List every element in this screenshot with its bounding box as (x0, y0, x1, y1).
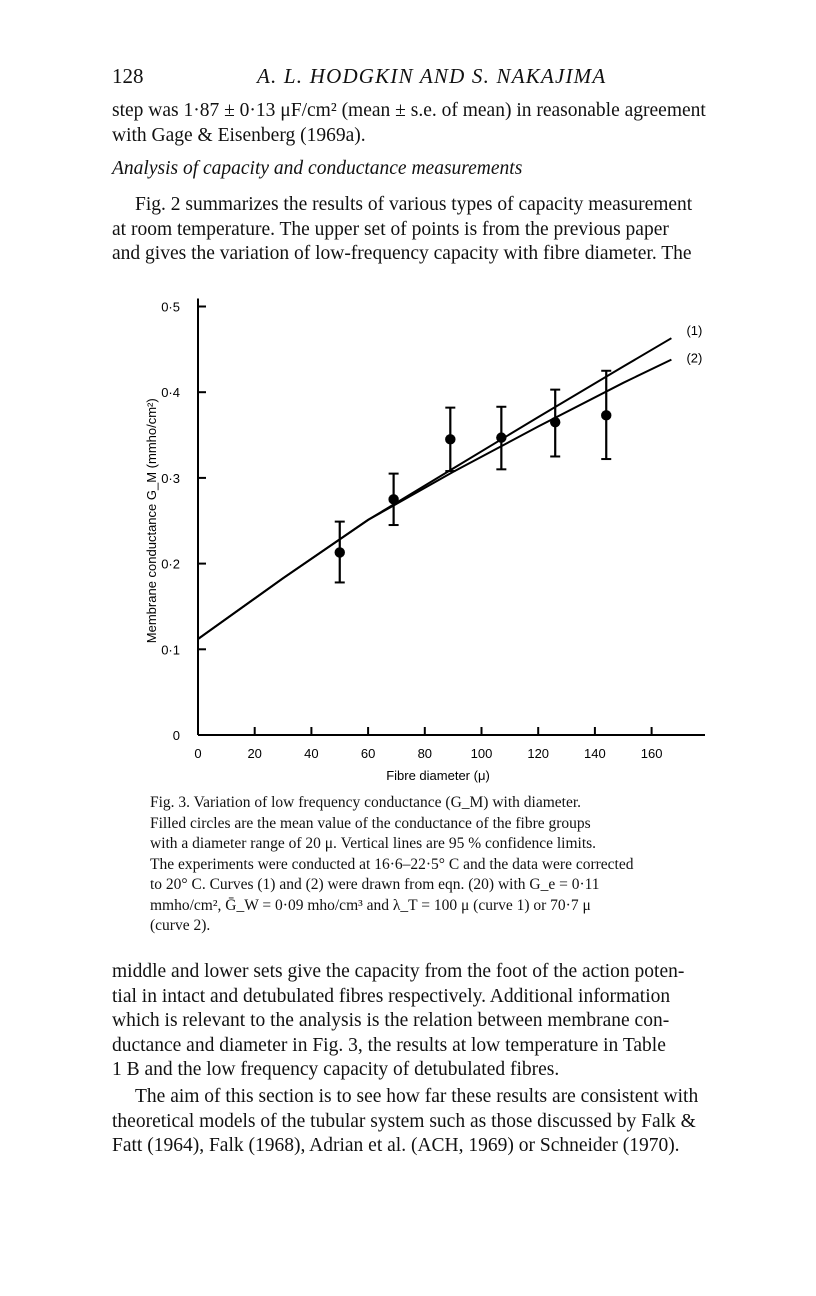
y-tick-label: 0·5 (161, 299, 180, 315)
chart-curves (198, 338, 671, 639)
text-line: middle and lower sets give the capacity from the foot of the action poten- (112, 961, 685, 982)
curve-label: (1) (686, 323, 703, 339)
curve-label: (2) (686, 350, 703, 366)
x-tick-label: 40 (304, 746, 319, 761)
text-line: ductance and diameter in Fig. 3, the results at low temperature in Table (112, 1034, 666, 1056)
caption-line: mmho/cm², Ḡ_W = 0·09 mho/cm³ and λ_T = 100 μ (curve 1) or 70·7 μ (150, 896, 591, 914)
data-point (335, 547, 345, 557)
x-tick-label: 80 (417, 746, 433, 761)
caption-line: Filled circles are the mean value of the conductance of the fibre groups (150, 814, 591, 832)
text-line: The aim of this section is to see how far these results are consistent with (135, 1086, 699, 1107)
paragraph-2 (112, 960, 784, 1083)
text-line: Fig. 2 summarizes the results of various types of capacity measurement (135, 194, 693, 215)
page-header (112, 64, 712, 94)
running-head: A. L. HODGKIN AND S. NAKAJIMA (257, 64, 607, 88)
x-tick-label: 20 (247, 746, 262, 761)
x-axis-label: Fibre diameter (μ) (386, 768, 490, 783)
x-tick-label: 60 (360, 746, 376, 761)
text-line: theoretical models of the tubular system such as those discussed by Falk & (112, 1110, 696, 1132)
caption-line: (curve 2). (150, 917, 211, 934)
data-point (445, 434, 455, 444)
data-point (601, 410, 611, 420)
caption-line: Fig. 3. Variation of low frequency conductance (G_M) with diameter. (150, 794, 582, 811)
page-number: 128 (112, 64, 144, 88)
chart-points (335, 371, 612, 583)
paragraph-3 (112, 1085, 784, 1159)
y-tick-label: 0 (172, 728, 180, 743)
figure-caption (150, 793, 752, 937)
text-line: step was 1·87 ± 0·13 μF/cm² (mean ± s.e. of mean) in reasonable agreement (112, 100, 706, 121)
chart-axes (161, 299, 705, 762)
caption-line: to 20° C. Curves (1) and (2) were drawn from eqn. (20) with G_e = 0·11 (150, 876, 600, 893)
paragraph-1 (112, 193, 784, 267)
text-line: and gives the variation of low-frequency capacity with fibre diameter. The (112, 243, 692, 264)
x-tick-label: 0 (194, 746, 202, 761)
y-tick-label: 0·4 (161, 385, 180, 401)
text-line: Fatt (1964), Falk (1968), Adrian et al. (ACH, 1969) or Schneider (1970). (112, 1135, 680, 1156)
curve-2 (198, 360, 671, 639)
data-point (496, 432, 506, 442)
data-point (388, 494, 398, 504)
text-line: which is relevant to the analysis is the relation between membrane con- (112, 1010, 670, 1031)
chart-labels (144, 323, 702, 783)
y-tick-label: 0·2 (161, 556, 180, 572)
intro-paragraph (112, 99, 784, 148)
x-tick-label: 140 (584, 746, 606, 761)
x-tick-label: 100 (470, 746, 493, 761)
caption-line: The experiments were conducted at 16·6–22·5° C and the data were corrected (150, 855, 634, 873)
text-line: tial in intact and detubulated fibres respectively. Additional information (112, 985, 671, 1007)
curve-1 (198, 338, 671, 639)
y-axis-label: Membrane conductance G_M (mmho/cm²) (144, 398, 159, 644)
caption-line: with a diameter range of 20 μ. Vertical lines are 95 % confidence limits. (150, 835, 597, 852)
x-tick-label: 120 (527, 746, 550, 761)
x-tick-label: 160 (640, 746, 663, 761)
data-point (550, 417, 560, 427)
y-tick-label: 0·1 (161, 642, 180, 658)
text-line: with Gage & Eisenberg (1969a). (112, 124, 366, 146)
conductance-chart (0, 270, 816, 790)
y-tick-label: 0·3 (161, 470, 180, 486)
text-line: 1 B and the low frequency capacity of detubulated fibres. (112, 1059, 560, 1080)
text-line: at room temperature. The upper set of points is from the previous paper (112, 218, 669, 240)
section-heading: Analysis of capacity and conductance measurements (112, 158, 523, 179)
